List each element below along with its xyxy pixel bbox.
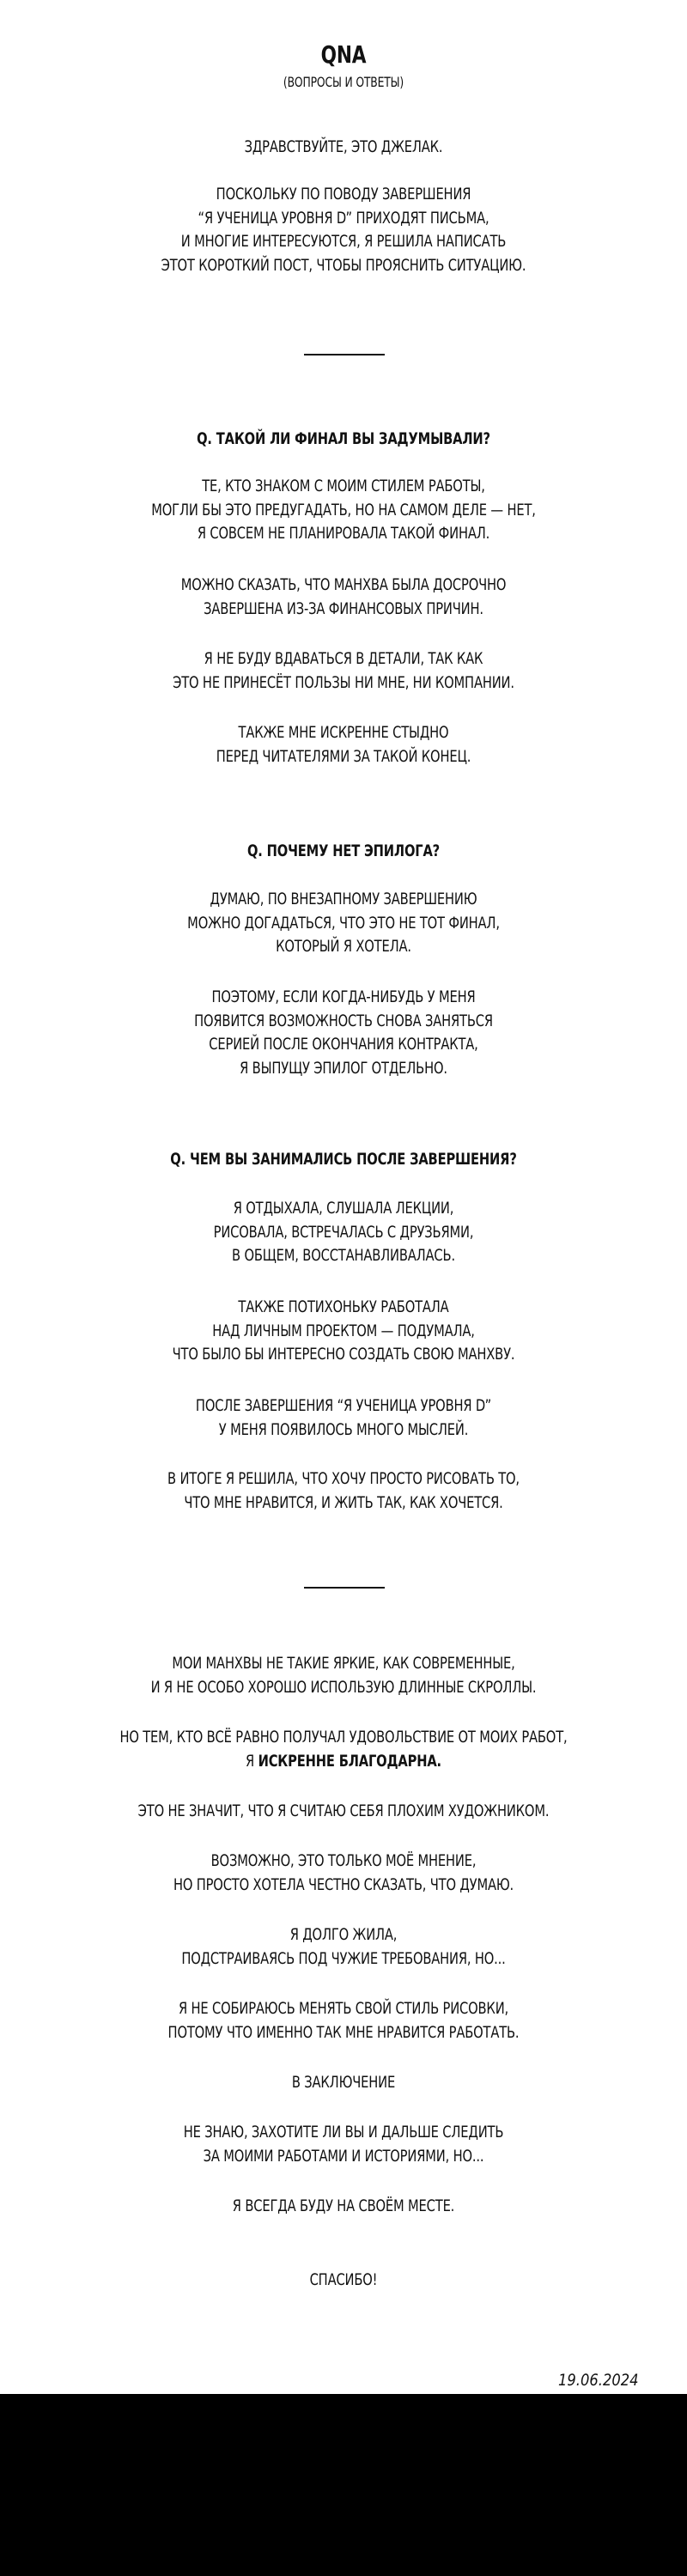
intro-paragraph: ПОСКОЛЬКУ ПО ПОВОДУ ЗАВЕРШЕНИЯ “Я УЧЕНИЦА УРОВНЯ D” ПРИХОДЯТ ПИСЬМА, И МНОГИЕ ИНТЕРЕСУЮТСЯ, Я РЕШИЛА НАПИСАТЬ ЭТОТ КОРОТКИЙ ПОСТ, ЧТОБЫ ПРОЯСНИТЬ СИТУАЦИЮ. — [161, 185, 526, 275]
post-date: 19.06.2024 — [558, 2371, 639, 2390]
closing-paragraph — [48, 1726, 639, 1773]
thanks-line-prefix: Я — [246, 1751, 258, 1771]
closing-paragraph: ЭТО НЕ ЗНАЧИТ, ЧТО Я СЧИТАЮ СЕБЯ ПЛОХИМ ХУДОЖНИКОМ. — [137, 1801, 550, 1820]
greeting: ЗДРАВСТВУЙТЕ, ЭТО ДЖЕЛАК. — [244, 137, 443, 156]
question-heading: Q. ТАКОЙ ЛИ ФИНАЛ ВЫ ЗАДУМЫВАЛИ? — [197, 429, 490, 448]
answer-paragraph: ТАКЖЕ ПОТИХОНЬКУ РАБОТАЛА НАД ЛИЧНЫМ ПРОЕКТОМ — ПОДУМАЛА, ЧТО БЫЛО БЫ ИНТЕРЕСНО СОЗДАТЬ СВОЮ МАНХВУ. — [172, 1297, 515, 1364]
closing-paragraph: ВОЗМОЖНО, ЭТО ТОЛЬКО МОЁ МНЕНИЕ, НО ПРОСТО ХОТЕЛА ЧЕСТНО СКАЗАТЬ, ЧТО ДУМАЮ. — [173, 1851, 514, 1894]
section-divider — [304, 354, 385, 355]
answer-paragraph: ТЕ, КТО ЗНАКОМ С МОИМ СТИЛЕМ РАБОТЫ, МОГЛИ БЫ ЭТО ПРЕДУГАДАТЬ, НО НА САМОМ ДЕЛЕ — НЕТ, Я СОВСЕМ НЕ ПЛАНИРОВАЛА ТАКОЙ ФИНАЛ. — [151, 477, 536, 543]
answer-paragraph: ПОСЛЕ ЗАВЕРШЕНИЯ “Я УЧЕНИЦА УРОВНЯ D” У МЕНЯ ПОЯВИЛОСЬ МНОГО МЫСЛЕЙ. — [195, 1396, 492, 1439]
thanks-emphasis: ИСКРЕННЕ БЛАГОДАРНА. — [258, 1751, 441, 1771]
closing-paragraph: Я ВСЕГДА БУДУ НА СВОЁМ МЕСТЕ. — [232, 2196, 455, 2215]
closing-paragraph: МОИ МАНХВЫ НЕ ТАКИЕ ЯРКИЕ, КАК СОВРЕМЕННЫЕ, И Я НЕ ОСОБО ХОРОШО ИСПОЛЬЗУЮ ДЛИННЫЕ СКРОЛЛЫ. — [150, 1654, 537, 1697]
thanks-text: СПАСИБО! — [309, 2270, 378, 2289]
section-divider — [304, 1587, 385, 1589]
answer-paragraph: В ИТОГЕ Я РЕШИЛА, ЧТО ХОЧУ ПРОСТО РИСОВАТЬ ТО, ЧТО МНЕ НРАВИТСЯ, И ЖИТЬ ТАК, КАК ХОЧЕТСЯ. — [167, 1469, 520, 1512]
answer-paragraph: Я НЕ БУДУ ВДАВАТЬСЯ В ДЕТАЛИ, ТАК КАК ЭТО НЕ ПРИНЕСЁТ ПОЛЬЗЫ НИ МНЕ, НИ КОМПАНИИ. — [173, 649, 514, 692]
page-title: QNA — [320, 40, 367, 69]
closing-paragraph: НЕ ЗНАЮ, ЗАХОТИТЕ ЛИ ВЫ И ДАЛЬШЕ СЛЕДИТЬ ЗА МОИМИ РАБОТАМИ И ИСТОРИЯМИ, НО... — [183, 2123, 504, 2166]
answer-paragraph: ПОЭТОМУ, ЕСЛИ КОГДА-НИБУДЬ У МЕНЯ ПОЯВИТСЯ ВОЗМОЖНОСТЬ СНОВА ЗАНЯТЬСЯ СЕРИЕЙ ПОСЛЕ ОКОНЧАНИЯ КОНТРАКТА, Я ВЫПУЩУ ЭПИЛОГ ОТДЕЛЬНО. — [194, 987, 493, 1078]
answer-paragraph: МОЖНО СКАЗАТЬ, ЧТО МАНХВА БЫЛА ДОСРОЧНО ЗАВЕРШЕНА ИЗ-ЗА ФИНАНСОВЫХ ПРИЧИН. — [180, 575, 507, 618]
closing-paragraph: Я НЕ СОБИРАЮСЬ МЕНЯТЬ СВОЙ СТИЛЬ РИСОВКИ, ПОТОМУ ЧТО ИМЕННО ТАК МНЕ НРАВИТСЯ РАБОТАТЬ. — [167, 1999, 520, 2042]
footer-band — [0, 2394, 687, 2576]
answer-paragraph: ТАКЖЕ МНЕ ИСКРЕННЕ СТЫДНО ПЕРЕД ЧИТАТЕЛЯМИ ЗА ТАКОЙ КОНЕЦ. — [216, 723, 471, 766]
answer-paragraph: ДУМАЮ, ПО ВНЕЗАПНОМУ ЗАВЕРШЕНИЮ МОЖНО ДОГАДАТЬСЯ, ЧТО ЭТО НЕ ТОТ ФИНАЛ, КОТОРЫЙ Я ХОТЕЛА. — [187, 890, 500, 956]
question-heading: Q. ЧЕМ ВЫ ЗАНИМАЛИСЬ ПОСЛЕ ЗАВЕРШЕНИЯ? — [170, 1150, 517, 1169]
closing-paragraph: Я ДОЛГО ЖИЛА, ПОДСТРАИВАЯСЬ ПОД ЧУЖИЕ ТРЕБОВАНИЯ, НО... — [181, 1925, 506, 1968]
page-subtitle: (ВОПРОСЫ И ОТВЕТЫ) — [283, 74, 404, 90]
answer-paragraph: Я ОТДЫХАЛА, СЛУШАЛА ЛЕКЦИИ, РИСОВАЛА, ВСТРЕЧАЛАСЬ С ДРУЗЬЯМИ, В ОБЩЕМ, ВОССТАНАВЛИВАЛАСЬ. — [213, 1199, 474, 1265]
closing-paragraph: В ЗАКЛЮЧЕНИЕ — [291, 2073, 396, 2092]
question-heading: Q. ПОЧЕМУ НЕТ ЭПИЛОГА? — [246, 841, 441, 860]
thanks-line: НО ТЕМ, КТО ВСЁ РАВНО ПОЛУЧАЛ УДОВОЛЬСТВИЕ ОТ МОИХ РАБОТ, — [119, 1728, 568, 1747]
